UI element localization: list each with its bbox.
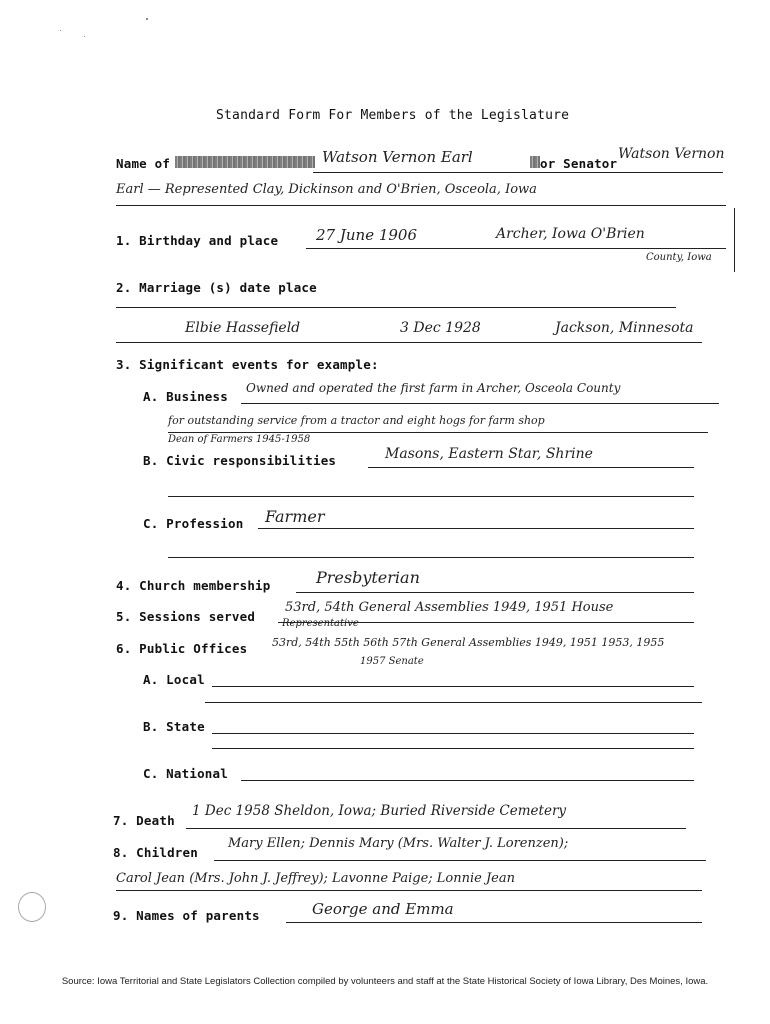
civic-label: B. Civic responsibilities xyxy=(143,453,337,468)
name-underline-1 xyxy=(313,172,723,173)
marriage-date: 3 Dec 1928 xyxy=(400,320,481,336)
state-underline-1 xyxy=(212,733,694,734)
business-underline-2 xyxy=(168,432,708,433)
death-value: 1 Dec 1958 Sheldon, Iowa; Buried Riverside Cemetery xyxy=(192,803,567,819)
profession-label: C. Profession xyxy=(143,516,244,531)
senator-label: or Senator xyxy=(540,156,618,171)
children-underline-1 xyxy=(214,860,706,861)
children-underline-2 xyxy=(116,890,702,891)
death-underline xyxy=(186,828,686,829)
struck-representative-label xyxy=(175,156,315,168)
business-line-3: Dean of Farmers 1945-1958 xyxy=(168,434,311,445)
church-label: 4. Church membership xyxy=(116,578,271,593)
business-line-2: for outstanding service from a tractor and eight hogs for farm shop xyxy=(168,414,545,427)
birthday-date: 27 June 1906 xyxy=(316,226,418,244)
children-value-1: Mary Ellen; Dennis Mary (Mrs. Walter J. Lorenzen); xyxy=(228,836,569,851)
children-label: 8. Children xyxy=(113,845,198,860)
name-value-2: Earl — Represented Clay, Dickinson and O'Brien, Osceola, Iowa xyxy=(116,182,537,197)
business-underline-1 xyxy=(241,403,719,404)
parents-underline xyxy=(286,922,702,923)
profession-underline-2 xyxy=(168,557,694,558)
offices-note-top: Representative xyxy=(282,618,359,629)
local-underline-2 xyxy=(205,702,702,703)
national-label: C. National xyxy=(143,766,228,781)
name-label: Name of xyxy=(116,156,171,171)
birthday-place: Archer, Iowa O'Brien xyxy=(496,226,645,242)
scan-speck xyxy=(60,30,61,31)
birthday-place-2: County, Iowa xyxy=(646,252,712,263)
name-underline-2 xyxy=(116,205,726,206)
death-label: 7. Death xyxy=(113,813,175,828)
marriage-underline-1 xyxy=(116,307,676,308)
marriage-label: 2. Marriage (s) date place xyxy=(116,280,317,295)
birthday-underline xyxy=(306,248,726,249)
sessions-label: 5. Sessions served xyxy=(116,609,256,624)
marriage-place: Jackson, Minnesota xyxy=(555,320,694,336)
form-title: Standard Form For Members of the Legislature xyxy=(216,108,570,123)
offices-value: 53rd, 54th 55th 56th 57th General Assemblies 1949, 1951 1953, 1955 xyxy=(272,636,665,649)
civic-value: Masons, Eastern Star, Shrine xyxy=(385,446,593,462)
church-value: Presbyterian xyxy=(316,568,420,587)
name-value-1b: Watson Vernon xyxy=(618,146,725,162)
civic-underline-2 xyxy=(168,496,694,497)
business-label: A. Business xyxy=(143,389,228,404)
parents-value: George and Emma xyxy=(312,900,454,918)
business-line-1: Owned and operated the first farm in Archer, Osceola County xyxy=(246,381,621,395)
parents-label: 9. Names of parents xyxy=(113,908,260,923)
profession-underline-1 xyxy=(258,528,694,529)
state-label: B. State xyxy=(143,719,205,734)
profession-value: Farmer xyxy=(265,507,325,526)
national-underline xyxy=(241,780,694,781)
children-value-2: Carol Jean (Mrs. John J. Jeffrey); Lavonne Paige; Lonnie Jean xyxy=(116,871,515,886)
local-underline-1 xyxy=(212,686,694,687)
local-label: A. Local xyxy=(143,672,205,687)
scan-speck xyxy=(146,18,148,20)
birthday-label: 1. Birthday and place xyxy=(116,233,279,248)
scan-ring xyxy=(18,892,46,922)
marriage-name: Elbie Hassefield xyxy=(185,320,301,336)
source-caption: Source: Iowa Territorial and State Legislators Collection compiled by volunteers and staff at the State Historical Society of Iowa Library, Des Moines, Iowa. xyxy=(61,976,709,987)
scan-speck xyxy=(84,36,85,37)
margin-line xyxy=(734,208,735,272)
state-underline-2 xyxy=(212,748,694,749)
name-value-1a: Watson Vernon Earl xyxy=(322,148,473,166)
events-label: 3. Significant events for example: xyxy=(116,357,379,372)
civic-underline-1 xyxy=(368,467,694,468)
sessions-value: 53rd, 54th General Assemblies 1949, 1951 House xyxy=(285,600,614,615)
offices-value-2: 1957 Senate xyxy=(360,656,424,667)
marriage-underline-2 xyxy=(116,342,702,343)
offices-label: 6. Public Offices xyxy=(116,641,248,656)
church-underline xyxy=(296,592,694,593)
